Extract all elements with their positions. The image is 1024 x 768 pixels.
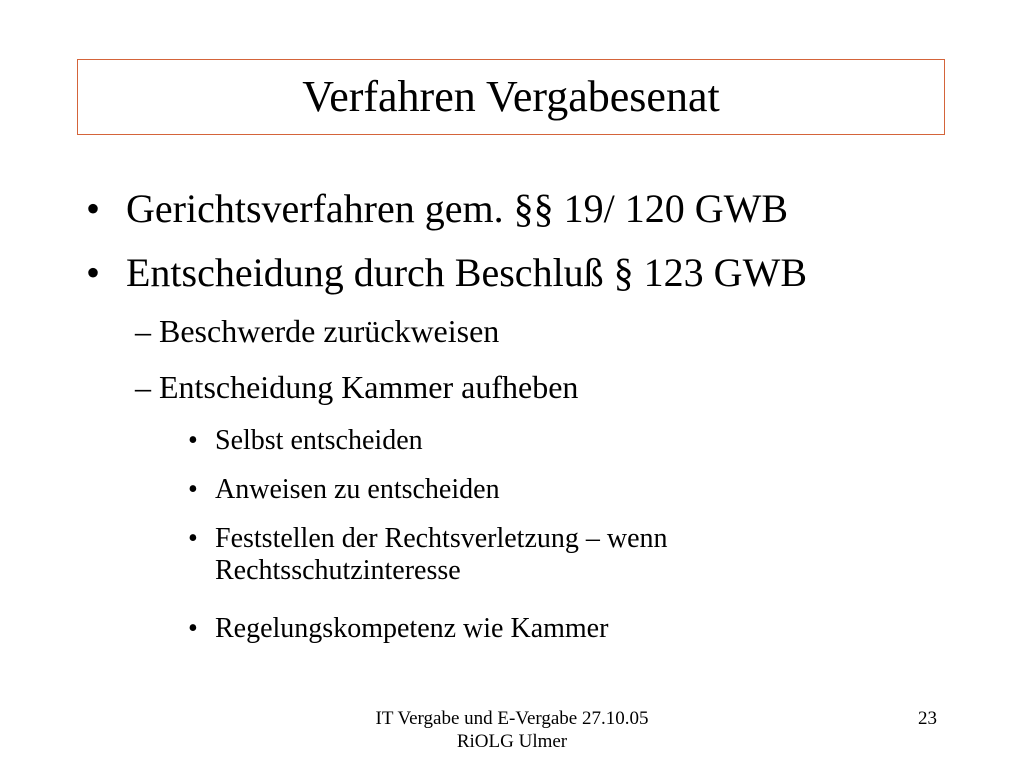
page-number: 23 xyxy=(918,708,937,729)
sub-sub-bullet-text-line1: Feststellen der Rechtsverletzung – wenn xyxy=(215,523,668,554)
sub-bullet-text: – Entscheidung Kammer aufheben xyxy=(135,369,579,405)
bullet-marker: • xyxy=(188,613,198,644)
sub-sub-bullet-item xyxy=(188,474,500,506)
sub-sub-bullet-text-line2: Rechtsschutzinteresse xyxy=(215,555,461,587)
sub-sub-bullet-item xyxy=(188,523,668,587)
bullet-marker: • xyxy=(188,474,198,505)
sub-sub-bullet-text: Selbst entscheiden xyxy=(215,425,423,456)
bullet-marker: • xyxy=(86,250,101,295)
footer-line2: RiOLG Ulmer xyxy=(456,730,568,752)
footer-line1: IT Vergabe und E-Vergabe 27.10.05 xyxy=(375,708,649,729)
title-box xyxy=(77,59,945,135)
bullet-text: Entscheidung durch Beschluß § 123 GWB xyxy=(126,250,807,295)
slide-title: Verfahren Vergabesenat xyxy=(302,72,720,121)
bullet-item xyxy=(86,186,788,232)
sub-sub-bullet-wrapped-text xyxy=(215,523,668,587)
sub-bullet-item xyxy=(135,369,578,406)
sub-bullet-text: – Beschwerde zurückweisen xyxy=(135,313,500,349)
sub-sub-bullet-text: Anweisen zu entscheiden xyxy=(215,474,500,505)
bullet-marker: • xyxy=(188,425,198,456)
bullet-marker: • xyxy=(188,523,198,554)
footer xyxy=(340,708,684,754)
bullet-item xyxy=(86,250,807,296)
sub-sub-bullet-text: Regelungskompetenz wie Kammer xyxy=(215,613,609,644)
bullet-marker: • xyxy=(86,186,101,231)
sub-sub-bullet-item xyxy=(188,425,423,457)
sub-bullet-item xyxy=(135,313,499,350)
sub-sub-bullet-item xyxy=(188,613,608,645)
bullet-text: Gerichtsverfahren gem. §§ 19/ 120 GWB xyxy=(126,186,789,231)
